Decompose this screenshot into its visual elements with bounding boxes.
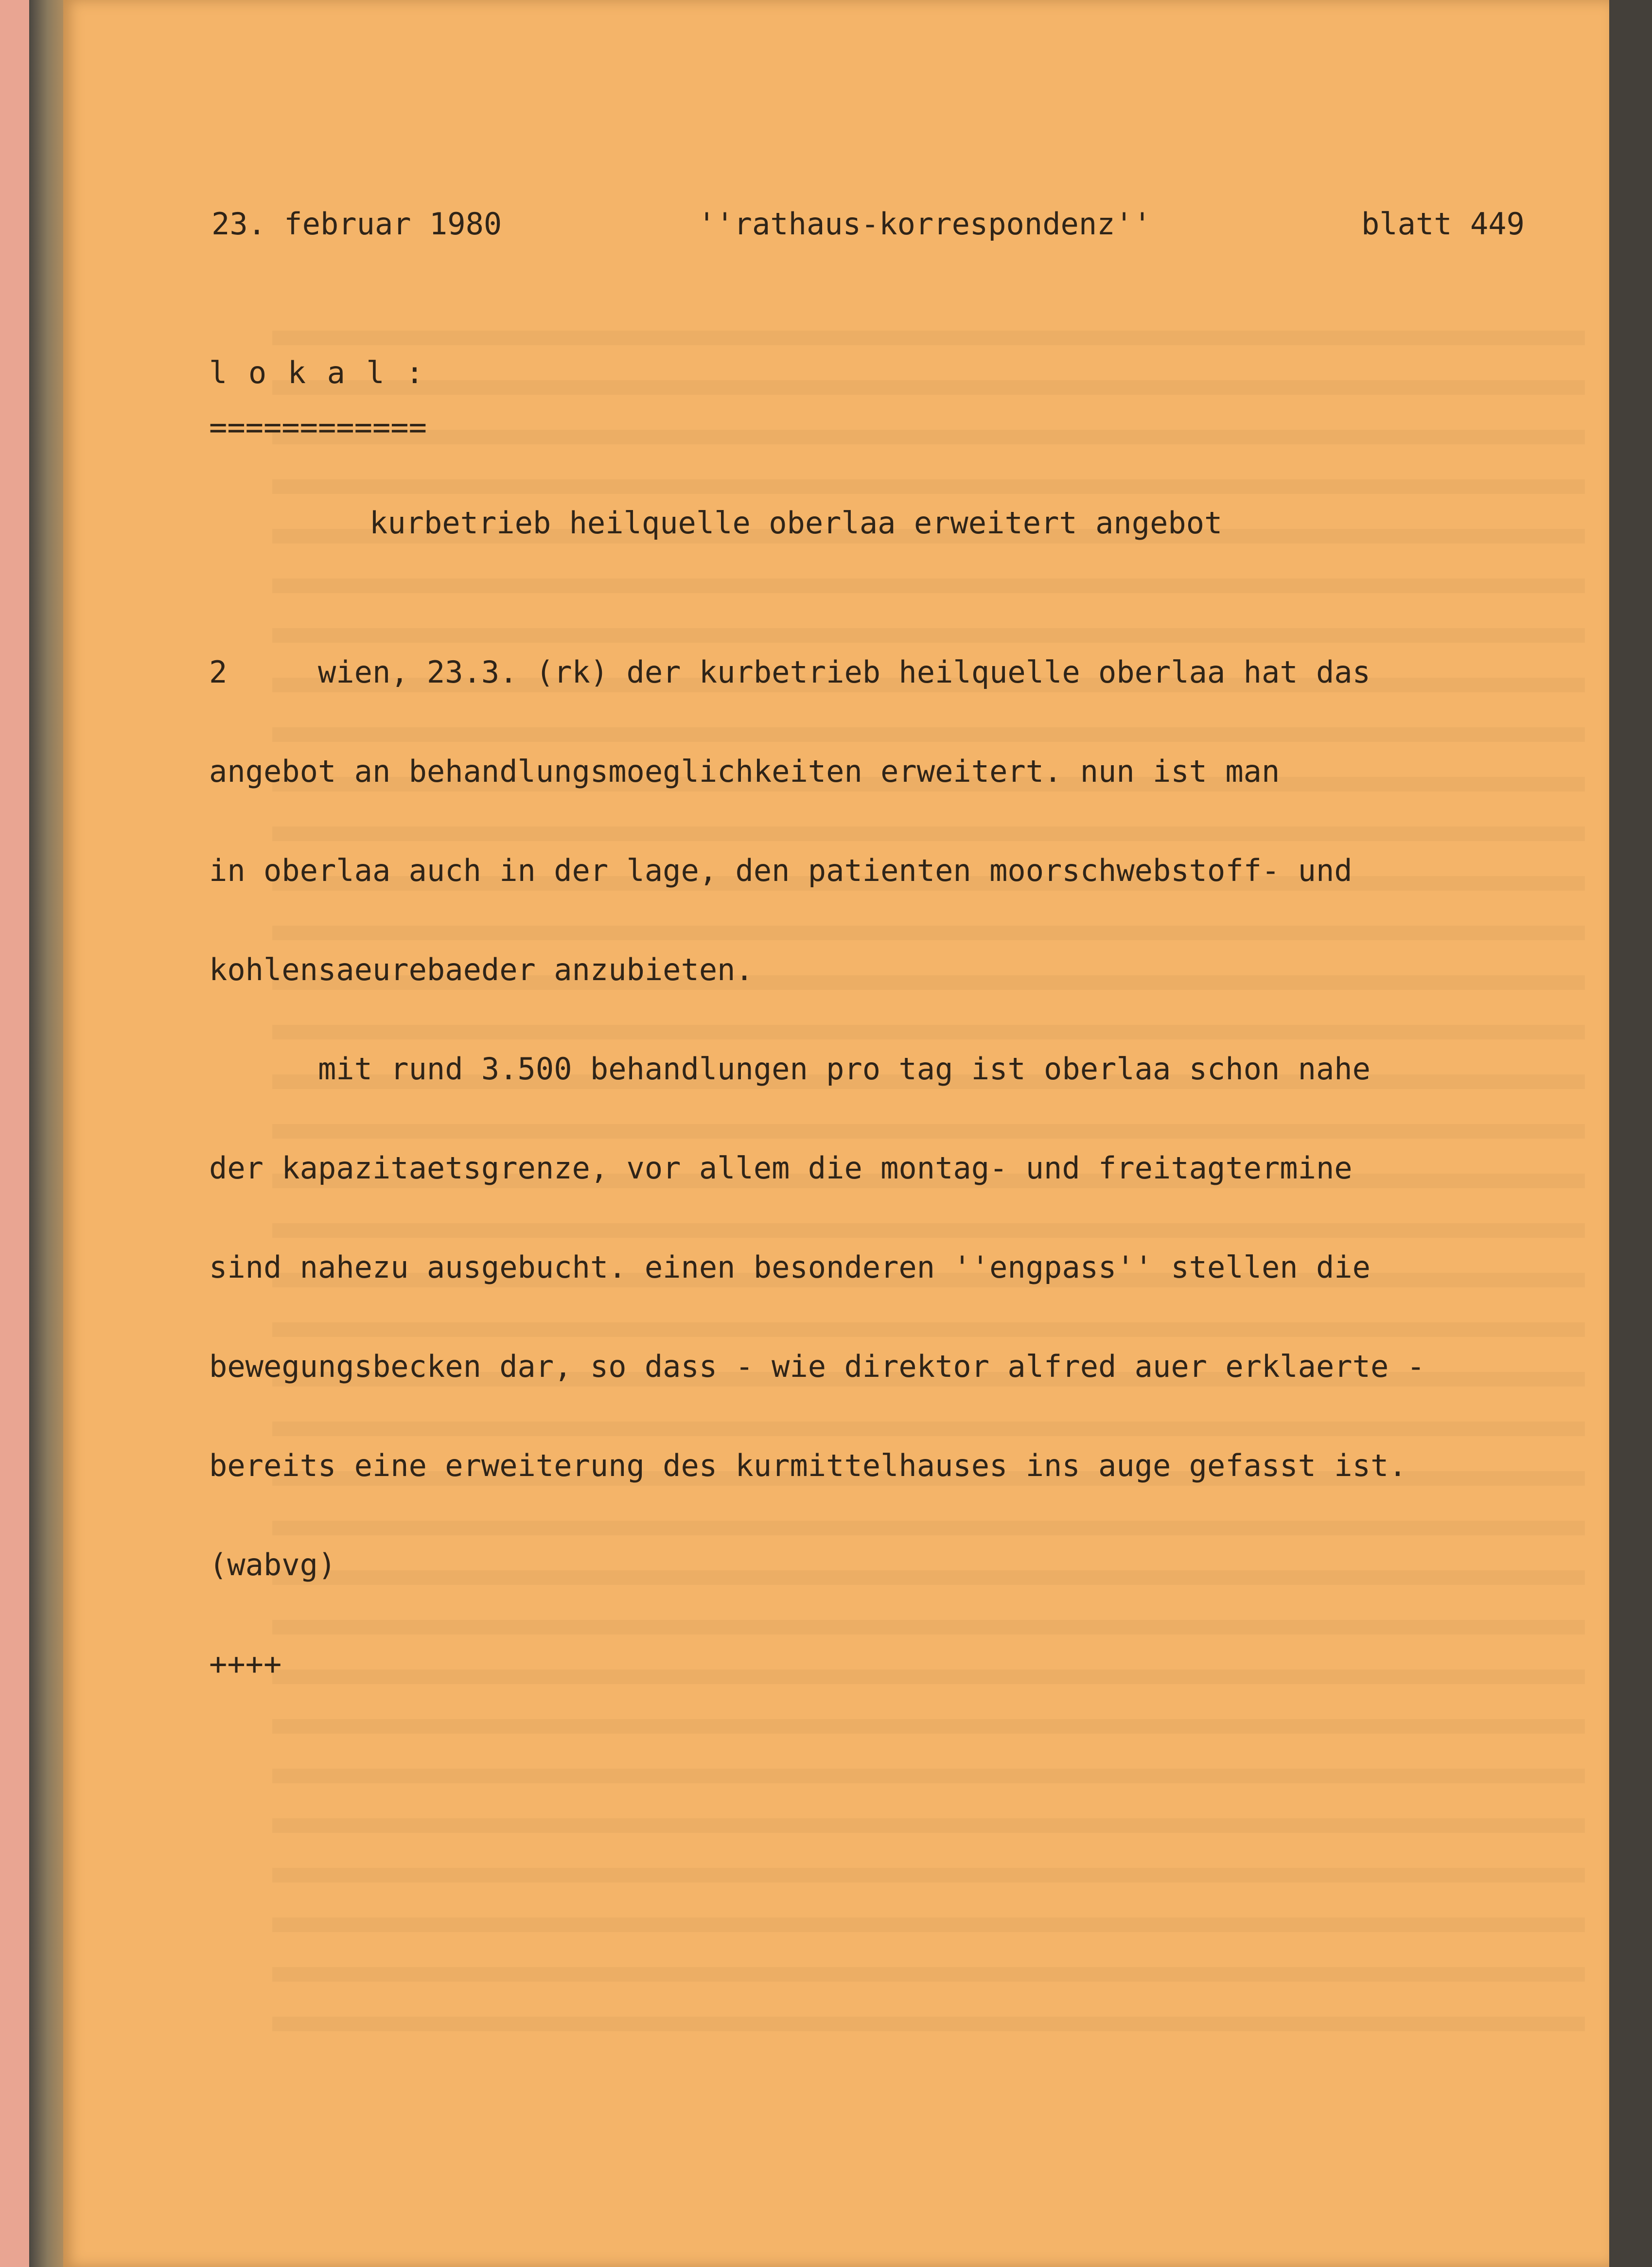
article-body — [209, 598, 1425, 1739]
scan-background — [1609, 0, 1652, 2267]
article-line: 2 wien, 23.3. (rk) der kurbetrieb heilquelle oberlaa hat das — [209, 654, 1371, 690]
section-underline: ============ — [209, 409, 427, 445]
section-label: l o k a l : — [209, 355, 425, 390]
article-line: kohlensaeurebaeder anzubieten. — [209, 952, 754, 987]
adjacent-page-edge — [0, 0, 29, 2267]
article-line: angebot an behandlungsmoeglichkeiten erweitert. nun ist man — [209, 754, 1280, 789]
article-line: mit rund 3.500 behandlungen pro tag ist oberlaa schon nahe — [209, 1051, 1371, 1087]
article-signature: (wabvg) — [209, 1547, 336, 1582]
article-line: bereits eine erweiterung des kurmittelhauses ins auge gefasst ist. — [209, 1448, 1407, 1483]
article-line: bewegungsbecken dar, so dass - wie direktor alfred auer erklaerte - — [209, 1349, 1425, 1384]
header-date: 23. februar 1980 — [211, 206, 502, 242]
article-headline: kurbetrieb heilquelle oberlaa erweitert angebot — [369, 505, 1223, 541]
article-end-mark: ++++ — [209, 1646, 282, 1682]
article-line: der kapazitaetsgrenze, vor allem die montag- und freitagtermine — [209, 1150, 1353, 1186]
header-publication-title: ''rathaus-korrespondenz'' — [698, 206, 1152, 242]
header-page-number: blatt 449 — [1361, 206, 1525, 242]
article-line: sind nahezu ausgebucht. einen besonderen ''engpass'' stellen die — [209, 1249, 1371, 1285]
article-line: in oberlaa auch in der lage, den patienten moorschwebstoff- und — [209, 853, 1353, 888]
